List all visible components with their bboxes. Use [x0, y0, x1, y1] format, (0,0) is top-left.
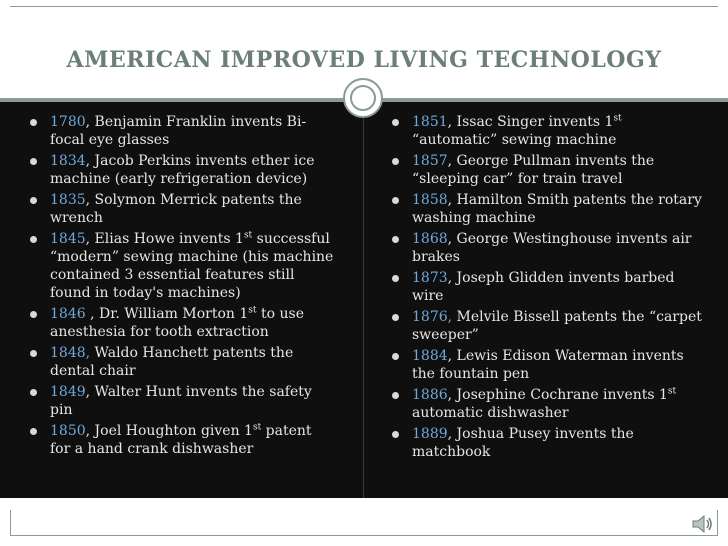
item-year: 1851 — [412, 114, 448, 130]
item-text: , Walter Hunt invents the safety pin — [50, 384, 312, 418]
list-item — [30, 422, 336, 458]
item-year: 1868 — [412, 231, 448, 247]
item-text: , Solymon Merrick patents the wrench — [50, 192, 302, 226]
item-year: 1848, — [50, 345, 91, 361]
top-rule — [10, 6, 718, 7]
list-item — [392, 347, 702, 383]
list-item — [392, 113, 702, 149]
list-item — [392, 152, 702, 188]
item-year: 1835 — [50, 192, 86, 208]
item-text: , George Westinghouse invents air brakes — [412, 231, 692, 265]
list-item — [392, 425, 702, 461]
bullet-icon — [392, 197, 399, 204]
item-ordinal-suffix: st — [243, 230, 253, 241]
left-bullet-list — [30, 113, 336, 461]
bullet-icon — [30, 236, 37, 243]
item-year: 1834 — [50, 153, 86, 169]
list-item — [30, 191, 336, 227]
list-item — [392, 230, 702, 266]
bullet-icon — [30, 350, 37, 357]
item-text-continued: “automatic” sewing machine — [412, 132, 617, 148]
item-text-continued: patent for a hand crank dishwasher — [50, 423, 312, 457]
bullet-icon — [392, 314, 399, 321]
item-year: 1850 — [50, 423, 86, 439]
item-text: Melvile Bissell patents the “carpet sweeper” — [412, 309, 702, 343]
list-item — [392, 386, 702, 422]
list-item — [392, 308, 702, 344]
item-year: 1858 — [412, 192, 448, 208]
item-year: 1876, — [412, 309, 453, 325]
bullet-icon — [392, 158, 399, 165]
item-ordinal-suffix: st — [248, 305, 257, 316]
item-text: , Issac Singer invents 1 — [447, 114, 614, 130]
item-text: Waldo Hanchett patents the dental chair — [50, 345, 294, 379]
item-text-continued: successful “modern” sewing machine (his machine contained 3 essential features still found in today's machines) — [50, 231, 334, 301]
list-item — [30, 383, 336, 419]
item-year: 1873 — [412, 270, 448, 286]
item-ordinal-suffix: st — [252, 422, 262, 433]
list-item — [30, 113, 336, 149]
item-ordinal-suffix: st — [613, 113, 622, 124]
item-year: 1780 — [50, 114, 86, 130]
item-text: , George Pullman invents the “sleeping car” for train travel — [412, 153, 655, 187]
item-year: 1884 — [412, 348, 448, 364]
item-year: 1857 — [412, 153, 448, 169]
item-text: , Dr. William Morton 1 — [85, 306, 249, 322]
item-text: , Benjamin Franklin invents Bi-focal eye glasses — [50, 114, 307, 148]
list-item — [30, 230, 336, 302]
slide-title: AMERICAN IMPROVED LIVING TECHNOLOGY — [66, 47, 662, 73]
list-item — [30, 344, 336, 380]
item-text: , Hamilton Smith patents the rotary washing machine — [412, 192, 702, 226]
item-text-continued: automatic dishwasher — [412, 405, 569, 421]
speaker-icon[interactable] — [690, 512, 714, 536]
bullet-icon — [392, 392, 399, 399]
item-text: , Jacob Perkins invents ether ice machine (early refrigeration device) — [50, 153, 315, 187]
bullet-icon — [30, 158, 37, 165]
item-year: 1845 — [50, 231, 86, 247]
item-text: , Joseph Glidden invents barbed wire — [412, 270, 675, 304]
bullet-icon — [30, 119, 37, 126]
list-item — [392, 191, 702, 227]
item-text: , Joshua Pusey invents the matchbook — [412, 426, 634, 460]
item-year: 1846 — [50, 306, 86, 322]
bullet-icon — [30, 197, 37, 204]
item-text: , Lewis Edison Waterman invents the fountain pen — [412, 348, 684, 382]
column-divider — [363, 102, 364, 498]
list-item — [392, 269, 702, 305]
item-text-continued: to use anesthesia for tooth extraction — [50, 306, 304, 340]
item-year: 1849 — [50, 384, 86, 400]
list-item — [30, 305, 336, 341]
item-ordinal-suffix: st — [667, 386, 677, 397]
list-item — [30, 152, 336, 188]
item-text: , Elias Howe invents 1 — [85, 231, 244, 247]
footer-rule — [10, 510, 718, 536]
bullet-icon — [30, 311, 37, 318]
bullet-icon — [392, 275, 399, 282]
bullet-icon — [30, 428, 37, 435]
medallion-ornament — [343, 78, 383, 118]
bullet-icon — [30, 389, 37, 396]
item-text: , Joel Houghton given 1 — [85, 423, 253, 439]
bullet-icon — [392, 119, 399, 126]
bullet-icon — [392, 431, 399, 438]
right-bullet-list — [392, 113, 702, 464]
item-year: 1886 — [412, 387, 448, 403]
bullet-icon — [392, 236, 399, 243]
item-year: 1889 — [412, 426, 448, 442]
item-text: , Josephine Cochrane invents 1 — [447, 387, 668, 403]
bullet-icon — [392, 353, 399, 360]
